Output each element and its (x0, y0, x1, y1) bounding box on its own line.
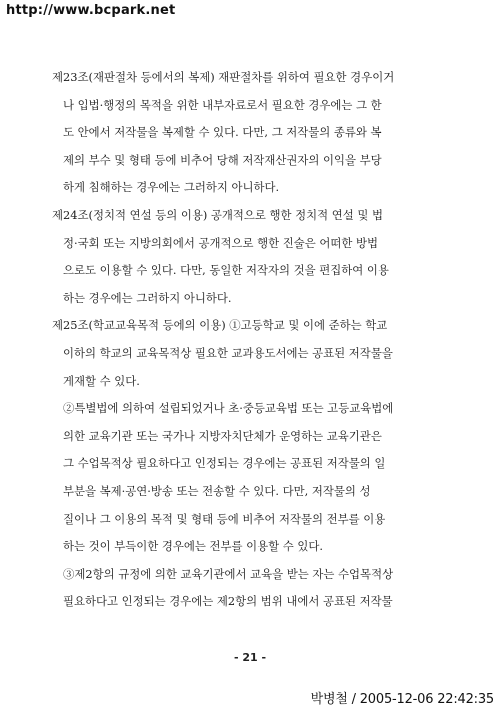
article-25-line-3: 게재할 수 있다. (63, 373, 140, 388)
footer-stamp: 박병철 / 2005-12-06 22:42:35 (310, 692, 494, 707)
watermark-url: http://www.bcpark.net (6, 3, 176, 18)
article-24-line-2: 정·국회 또는 지방의회에서 공개적으로 행한 진술은 어떠한 방법 (63, 235, 379, 250)
page-number: - 21 - (233, 651, 267, 664)
article-25-para-2-line-5: 질이나 그 이용의 목적 및 형태 등에 비추어 저작물의 전부를 이용 (63, 511, 386, 526)
article-24-line-3: 으로도 이용할 수 있다. 다만, 동일한 저작자의 것을 편집하여 이용 (63, 263, 389, 278)
article-23-line-2: 나 입법·행정의 목적을 위한 내부자료로서 필요한 경우에는 그 한 (63, 97, 382, 112)
article-25-para-2-line-3: 그 수업목적상 필요하다고 인정되는 경우에는 공표된 저작물의 일 (63, 456, 386, 471)
article-25-para-2-line-6: 하는 것이 부득이한 경우에는 전부를 이용할 수 있다. (63, 539, 324, 554)
document-body (52, 64, 452, 616)
article-25-line-2: 이하의 학교의 교육목적상 필요한 교과용도서에는 공표된 저작물을 (63, 345, 393, 360)
article-24-heading-line: 제24조(정치적 연설 등의 이용) 공개적으로 행한 정치적 연설 및 법 (52, 207, 384, 222)
article-23-line-5: 하게 침해하는 경우에는 그러하지 아니하다. (63, 180, 280, 195)
article-23-heading-line: 제23조(재판절차 등에서의 복제) 재판절차를 위하여 필요한 경우이거 (52, 70, 395, 84)
article-25-heading-line: 제25조(학교교육목적 등에의 이용) ①고등학교 및 이에 준하는 학교 (52, 318, 388, 333)
article-25-para-2-line-4: 부분을 복제·공연·방송 또는 전송할 수 있다. 다만, 저작물의 성 (63, 483, 371, 498)
article-24-line-4: 하는 경우에는 그러하지 아니하다. (63, 290, 232, 305)
article-25-para-3-line-1: ③제2항의 규정에 의한 교육기관에서 교육을 받는 자는 수업목적상 (63, 566, 394, 581)
article-25-para-2-line-2: 의한 교육기관 또는 국가나 지방자치단체가 운영하는 교육기관은 (63, 428, 382, 443)
article-23-line-4: 제의 부수 및 형태 등에 비추어 당해 저작재산권자의 이익을 부당 (63, 152, 382, 167)
article-23-line-3: 도 안에서 저작물을 복제할 수 있다. 다만, 그 저작물의 종류와 복 (63, 125, 382, 140)
article-25-para-2-line-1: ②특별법에 의하여 설립되었거나 초·중등교육법 또는 고등교육법에 (63, 401, 394, 416)
article-25-para-3-line-2: 필요하다고 인정되는 경우에는 제2항의 범위 내에서 공표된 저작물 (63, 594, 393, 609)
